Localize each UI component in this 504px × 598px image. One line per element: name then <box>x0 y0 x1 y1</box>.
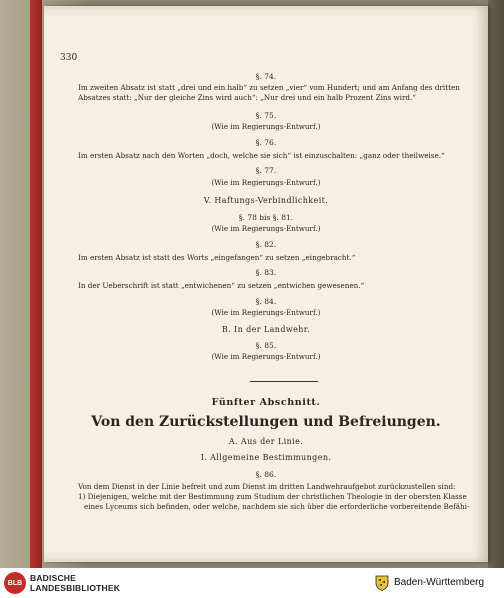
section-divider <box>250 381 318 382</box>
section-83: §. 83. <box>255 268 277 277</box>
bw-name[interactable]: Baden-Württemberg <box>394 577 485 588</box>
part-a-heading: A. Aus der Linie. <box>228 437 304 446</box>
section-82-text: Im ersten Absatz ist statt des Worts „eingefangen“ zu setzen „eingebracht.“ <box>78 253 356 262</box>
section-75-ref: (Wie im Regierungs-Entwurf.) <box>211 122 321 131</box>
page-number: 330 <box>60 53 78 63</box>
coat-of-arms-icon <box>374 575 390 591</box>
section-83-text: In der Ueberschrift ist statt „entwichenen“ zu setzen „entwichen gewesenen.“ <box>78 281 365 290</box>
section-74-text-1: Im zweiten Absatz ist statt „drei und ein halb“ zu setzen „vier“ vom Hundert; und am Anfang des dritten <box>78 83 460 92</box>
section-76: §. 76. <box>255 138 277 147</box>
part-i-heading: I. Allgemeine Bestimmungen. <box>200 453 332 462</box>
section-82: §. 82. <box>255 240 277 249</box>
section-78-81: §. 78 bis §. 81. <box>238 213 294 222</box>
bookmark-ribbon <box>30 0 42 568</box>
section-74-text-2: Absatzes statt: „Nur der gleiche Zins wird auch“: „Nur drei und ein halb Prozent Zins wird.“ <box>78 93 416 102</box>
section-77: §. 77. <box>255 166 277 175</box>
section-76-text: Im ersten Absatz nach den Worten „doch, welche sie sich“ ist einzuschalten: „ganz oder theilweise.“ <box>78 151 445 160</box>
section-86-text-3: eines Lyceums sich befinden, oder welche, nachdem sie sich über die erforderliche vorbereitende Befähi- <box>84 502 470 511</box>
page-edge <box>488 0 504 568</box>
blb-name-line-1: BADISCHE <box>30 573 76 583</box>
chapter-title: Von den Zurückstellungen und Befreiungen. <box>91 414 441 430</box>
section-86-text-1: Von dem Dienst in der Linie befreit und zum Dienst im dritten Landwehraufgebot zurückzustellen sind: <box>78 482 456 491</box>
section-86: §. 86. <box>255 470 277 479</box>
part-v-heading: V. Haftungs-Verbindlichkeit. <box>203 196 329 205</box>
section-85-ref: (Wie im Regierungs-Entwurf.) <box>211 352 321 361</box>
section-77-ref: (Wie im Regierungs-Entwurf.) <box>211 178 321 187</box>
section-84: §. 84. <box>255 297 277 306</box>
section-78-81-ref: (Wie im Regierungs-Entwurf.) <box>211 224 321 233</box>
blb-name-line-2: LANDESBIBLIOTHEK <box>30 583 121 593</box>
section-85: §. 85. <box>255 341 277 350</box>
chapter-heading: Fünfter Abschnitt. <box>211 397 321 408</box>
blb-logo-icon[interactable]: BLB <box>4 572 26 594</box>
section-84-ref: (Wie im Regierungs-Entwurf.) <box>211 308 321 317</box>
footer-bar <box>0 568 504 598</box>
part-b-heading: B. In der Landwehr. <box>221 325 311 334</box>
section-86-text-2: 1) Diejenigen, welche mit der Bestimmung zum Studium der christlichen Theologie in der obersten Klasse <box>78 492 467 501</box>
section-75: §. 75. <box>255 111 277 120</box>
blb-name[interactable] <box>30 573 120 593</box>
section-74: §. 74. <box>255 72 277 81</box>
